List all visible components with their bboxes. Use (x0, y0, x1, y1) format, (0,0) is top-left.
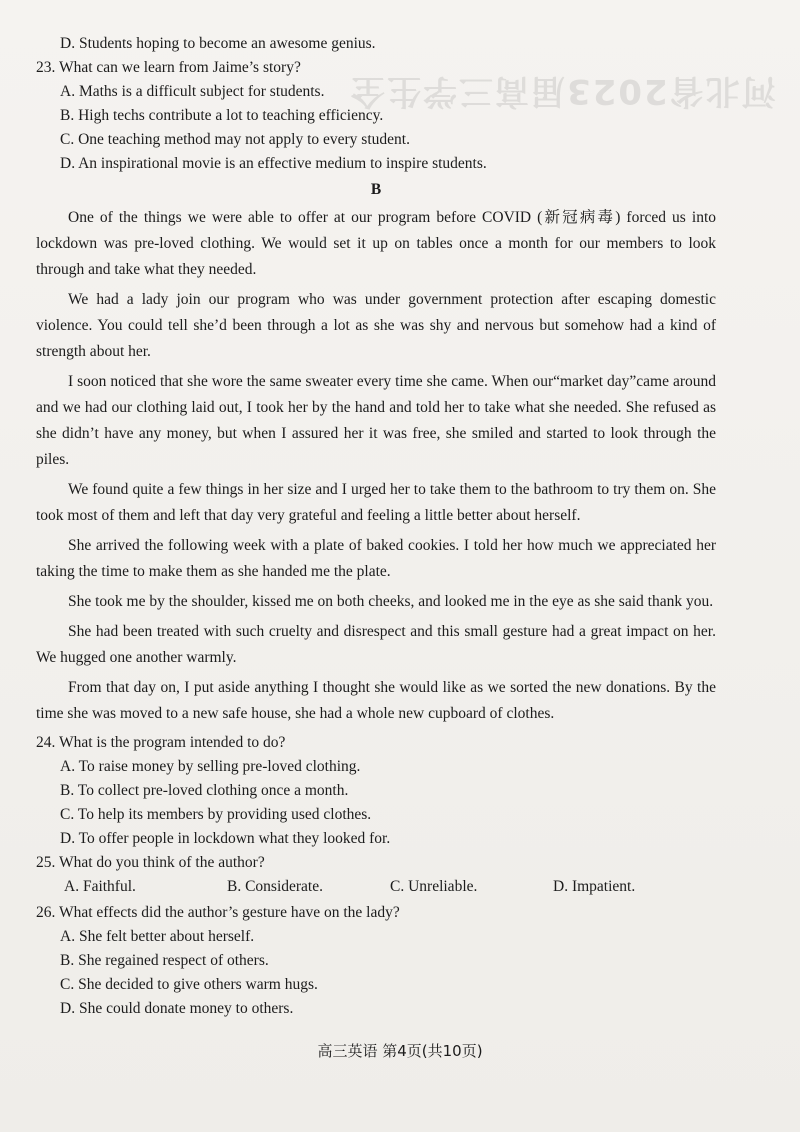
question-23-option-c: C. One teaching method may not apply to every student. (60, 131, 410, 148)
page-footer: 高三英语 第4页(共10页) (317, 1042, 483, 1060)
question-26-option-d: D. She could donate money to others. (60, 1000, 294, 1018)
question-26 (36, 901, 716, 1021)
section-label: B (370, 181, 382, 198)
question-25 (36, 851, 716, 901)
question-23-option-b: B. High techs contribute a lot to teaching efficiency. (60, 107, 384, 124)
passage-paragraph: She took me by the shoulder, kissed me on both cheeks, and looked me in the eye as she said thank you. (68, 593, 714, 611)
question-24 (36, 731, 716, 851)
question-25-option-d: D. Impatient. (553, 878, 636, 896)
question-24-option-b: B. To collect pre-loved clothing once a month. (60, 782, 349, 800)
bleed-through-watermark: 河北省2023届高三学生全 (349, 71, 776, 111)
question-25-option-a: A. Faithful. (64, 878, 136, 896)
question-23 (36, 56, 716, 176)
question-24-option-d: D. To offer people in lockdown what they looked for. (60, 830, 391, 848)
question-25-option-b: B. Considerate. (227, 878, 323, 896)
question-24-stem: 24. What is the program intended to do? (36, 734, 286, 752)
passage-paragraph: She arrived the following week with a plate of baked cookies. I told her how much we appreciated her taking the time to make them as she handed me the plate. (36, 537, 716, 581)
reading-passage (36, 205, 716, 727)
question-23-option-d: D. An inspirational movie is an effective medium to inspire students. (60, 155, 487, 172)
question-25-stem: 25. What do you think of the author? (36, 854, 265, 872)
question-26-option-a: A. She felt better about herself. (60, 928, 255, 946)
question-26-option-c: C. She decided to give others warm hugs. (60, 976, 318, 994)
passage-paragraph: One of the things we were able to offer at our program before COVID (新冠病毒) forced us into lockdown was pre-loved clothing. We would set it up on tables once a month for our members to look through and take what they needed. (36, 209, 716, 279)
passage-paragraph: I soon noticed that she wore the same sweater every time she came. When our“market day”came around and we had our clothing laid out, I took her by the hand and told her to take what she needed. She refused as she didn’t have any money, but when I assured her it was free, she smiled and started to look through the piles. (36, 373, 716, 469)
question-25-option-c: C. Unreliable. (390, 878, 478, 896)
exam-content (36, 32, 716, 1021)
passage-paragraph: She had been treated with such cruelty and disrespect and this small gesture had a great impact on her. We hugged one another warmly. (36, 623, 716, 667)
passage-paragraph: From that day on, I put aside anything I thought she would like as we sorted the new donations. By the time she was moved to a new safe house, she had a whole new cupboard of clothes. (36, 679, 716, 723)
question-26-option-b: B. She regained respect of others. (60, 952, 269, 970)
question-23-stem: 23. What can we learn from Jaime’s story? (36, 59, 301, 76)
question-23-option-a: A. Maths is a difficult subject for students. (60, 83, 325, 100)
prev-question-option-d: D. Students hoping to become an awesome genius. (60, 35, 376, 52)
question-24-option-a: A. To raise money by selling pre-loved clothing. (60, 758, 361, 776)
question-25-options (64, 875, 716, 901)
question-24-option-c: C. To help its members by providing used clothes. (60, 806, 372, 824)
passage-paragraph: We had a lady join our program who was under government protection after escaping domestic violence. You could tell she’d been through a lot as she was shy and nervous but somehow had a kind of strength about her. (36, 291, 716, 361)
passage-paragraph: We found quite a few things in her size and I urged her to take them to the bathroom to try them on. She took most of them and left that day very grateful and feeling a little better about herself. (36, 481, 716, 525)
question-26-stem: 26. What effects did the author’s gesture have on the lady? (36, 904, 400, 922)
